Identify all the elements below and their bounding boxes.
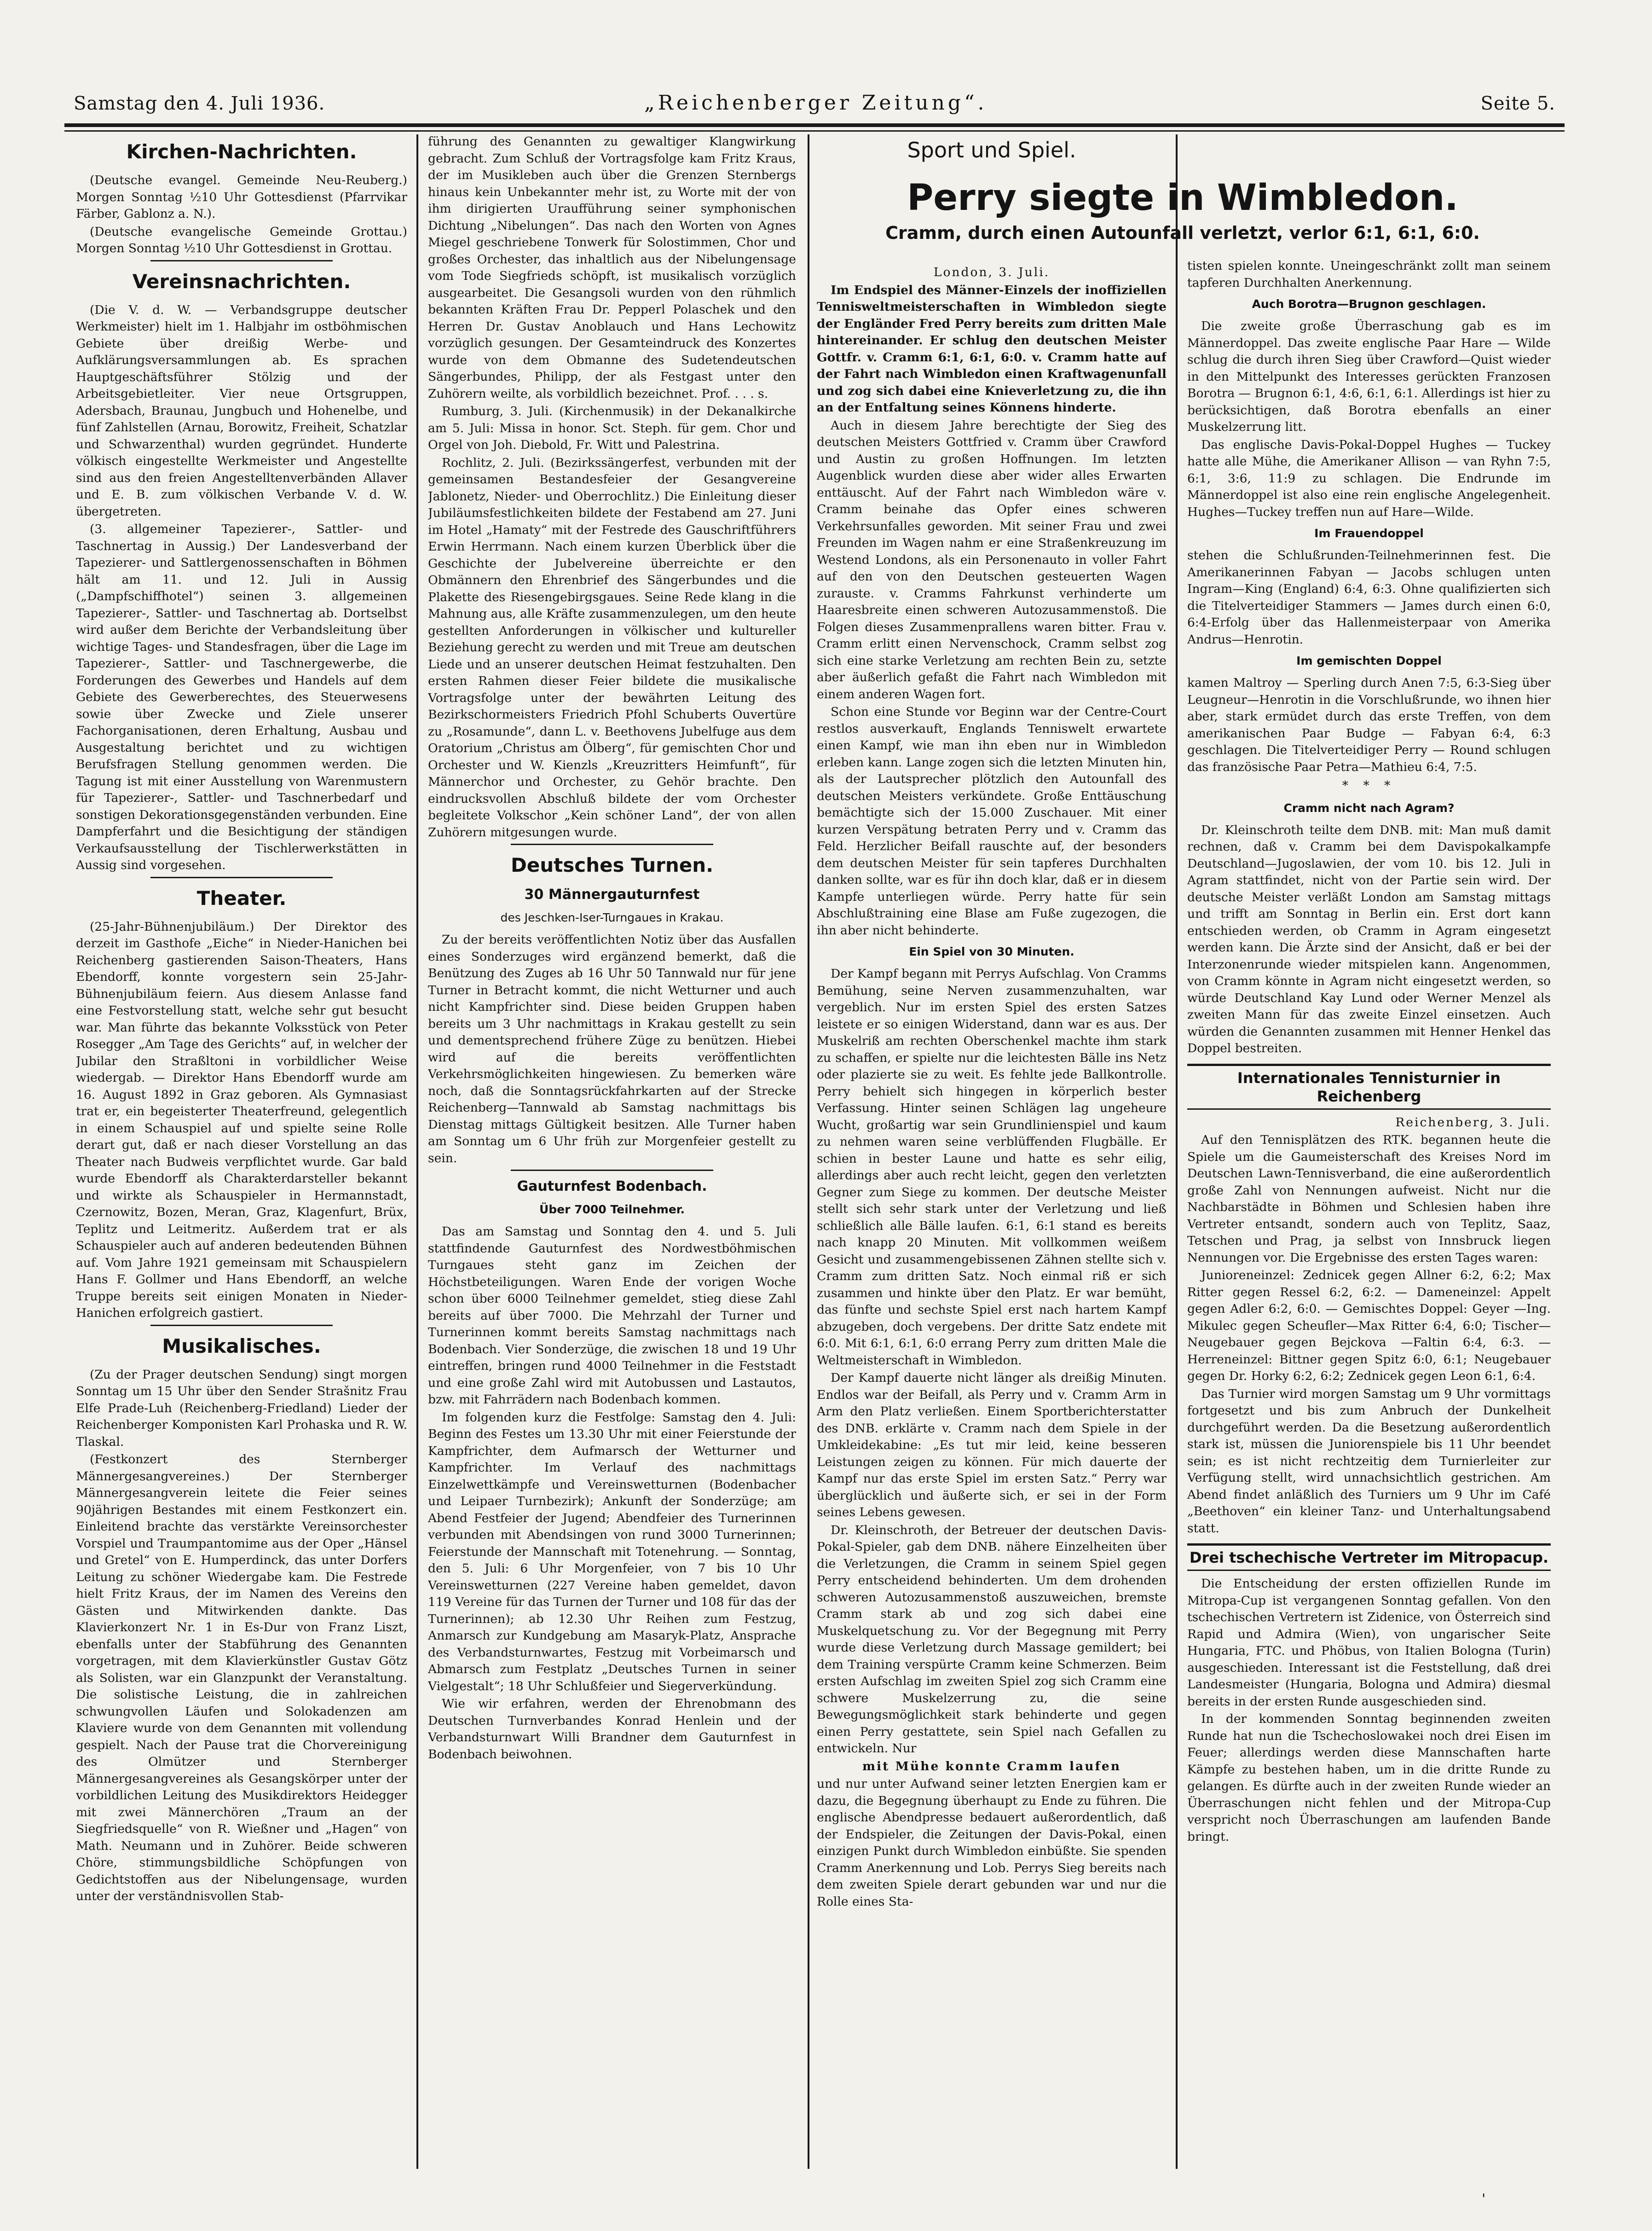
article-lead: Im Endspiel des Männer-Einzels der inoffiziellen Tennisweltmeisterschaften in Wimbledon siegte der Engländer Fred Perry bereits zum dritten Male hintereinander. Er schlug den deutschen Meister Gottfr. v. Cramm 6:1, 6:1, 6:0. v. Cramm hatte auf der Fahrt nach Wimbledon einen Kraftwagenunfall und zog sich dabei eine Knieverletzung zu, die ihn an der Entfaltung seines Könnens hinderte.: [817, 283, 1167, 415]
article-paragraph: (Die V. d. W. — Verbandsgruppe deutscher Werkmeister) hielt im 1. Halbjahr im ostböhmischen Gebiete über dreißig Werbe- und Aufklärungsversammlungen ab. Es sprachen Hauptgeschäftsführer Stölzig und der Arbeitsgebietleiter. Vier neue Ortsgruppen, Adersbach, Braunau, Jungbuch und Hohenelbe, und fünf Zahlstellen (Arnau, Borowitz, Freiheit, Schatzlar und Schwarzenthal) wurden gegründet. Hunderte völkisch eingestellte Werkmeister und Angestellte sind aus den freien Angestelltenverbänden Allaver und E. B. zum völkischen Verbande V. d. W. übergetreten.: [76, 302, 407, 519]
dateline: Reichenberg, 3. Juli.: [1395, 1115, 1551, 1130]
article-subtitle-gauturnfest: Über 7000 Teilnehmer.: [539, 1203, 685, 1216]
article-paragraph: kamen Maltroy — Sperling durch Anen 7:5, 6:3-Sieg über Leugneur—Henrotin in die Vorschlußrunde, wo ihnen hier aber, stark ermüdet durch das erste Treffen, von dem amerikanischen Paar Budge — Fabyan 6:4, 6:3 geschlagen. Die Titelverteidiger Perry — Round schlugen das französische Paar Petra—Mathieu 6:4, 7:5.: [1187, 676, 1551, 774]
article-paragraph: Das englische Davis-Pokal-Doppel Hughes — Tuckey hatte alle Mühe, die Amerikaner Allison — van Ryhn 7:5, 6:1, 3:6, 11:9 zu schlagen. Die Endrunde im Männerdoppel ist also eine rein englische Angelegenheit. Hughes—Tuckey treffen nun auf Hare—Wilde.: [1187, 437, 1551, 519]
column-4: [1187, 258, 1551, 2168]
section-title-verein: Vereinsnachrichten.: [132, 270, 351, 293]
article-paragraph: (3. allgemeiner Tapezierer-, Sattler- und Taschnertag in Aussig.) Der Landesverband der Tapezierer- und Sattlergenossenschaften in Böhmen hält am 11. und 12. Juli in Aussig („Dampfschiffhotel“) seinen 3. allgemeinen Tapezierer-, Sattler- und Taschnertag ab. Dortselbst wird außer dem Berichte der Verbandsleitung über wichtige Tages- und Standesfragen, über die Lage im Tapezierer-, Sattler- und Taschnergewerbe, die Forderungen des Gewerbes und Handels auf dem Gebiete des Gewerberechtes, des Steuerwesens sowie über Zwecke und Ziele unserer Fachorganisationen, deren Erhaltung, Ausbau und Ausgestaltung berichtet und zu wichtigen Berufsfragen Stellung genommen werden. Die Tagung ist mit einer Ausstellung von Warenmustern für Tapezierer-, Sattler- und Taschnerbedarf und sonstigen Dekorationsgegenständen verbunden. Eine Dampferfahrt und die Besichtigung der ständigen Verkaufsausstellung der Tischlerwerkstätten in Aussig sind vorgesehen.: [76, 522, 407, 872]
masthead: [74, 88, 1555, 124]
article-subhead: Im gemischten Doppel: [1296, 654, 1442, 667]
article-paragraph: stehen die Schlußrunden-Teilnehmerinnen fest. Die Amerikanerinnen Fabyan — Jacobs schlugen unten Ingram—King (England) 6:4, 6:3. Ohne qualifizierten sich die Titelverteidiger Stammers — James durch einen 6:0, 6:4-Erfolg über das Hallenmeisterpaar von Amerika Andrus—Henrotin.: [1187, 548, 1551, 647]
article-paragraph: Dr. Kleinschroth teilte dem DNB. mit: Man muß damit rechnen, daß v. Cramm bei dem Davispokalkampfe Deutschland—Jugoslawien, der vom 10. bis 12. Juli in Agram stattfindet, nicht von der Partie sein wird. Der deutsche Meister verläßt London am Samstag mittags und trifft am Sonntag in Berlin ein. Erst dort kann entschieden werden, ob Cramm in Agram eingesetzt werden kann. Die Ärzte sind der Ansicht, daß er bei der Interzonenrunde wieder mitspielen kann. Angenommen, von Cramm könnte in Agram nicht eingesetzt werden, so würde Deutschland Kay Lund oder Werner Menzel als zweiten Mann für das zweite Einzel einsetzen. Auch würden die Genannten zusammen mit Henner Henkel das Doppel bestreiten.: [1187, 823, 1551, 1055]
article-paragraph: Schon eine Stunde vor Beginn war der Centre-Court restlos ausverkauft, Englands Tenniswelt erwartete einen Kampf, wie man ihn eben nur in Wimbledon erleben kann. Lange zogen sich die letzten Minuten hin, als der Lautsprecher plötzlich den Autounfall des deutschen Meisters verkündete. Große Enttäuschung bemächtigte sich der 15.000 Zuschauer. Mit einer kurzen Verspätung betraten Perry und v. Cramm das Feld. Herzlicher Beifall rauschte auf, der besonders dem deutschen Meister für sein tapferes Durchhalten danken sollte, war es für ihn doch klar, daß er in diesem Kampfe unterliegen würde. Perry hatte für sein Abschlußtraining eine Blase am Fuße zugezogen, die ihn aber nicht behinderte.: [817, 705, 1167, 938]
article-subhead: Im Frauendoppel: [1314, 527, 1424, 540]
article-paragraph: Die Entscheidung der ersten offiziellen Runde im Mitropa-Cup ist vergangenen Sonntag gefallen. Von den tschechischen Vertretern ist Zidenice, von Österreich sind Rapid und Admira (Wien), von ungarischer Seite Hungaria, FTC. und Phöbus, von Italien Bologna (Turin) ausgeschieden. Interessant ist die Feststellung, daß drei Landesmeister (Hungaria, Bologna und Admira) diesmal bereits in der ersten Runde ausgeschieden sind.: [1187, 1576, 1551, 1709]
article-title-box: [1187, 1543, 1551, 1571]
newspaper-title: „Reichenberger Zeitung“.: [644, 91, 988, 115]
article-title-gauturnfest: Gauturnfest Bodenbach.: [517, 1178, 707, 1194]
article-paragraph: (25-Jahr-Bühnenjubiläum.) Der Direktor des derzeit im Gasthofe „Eiche“ in Nieder-Hanichen bei Reichenberg gastierenden Saison-Theaters, Hans Ebendorff, konnte vorgestern sein 25-Jahr-Bühnenjubiläum feiern. Aus diesem Anlasse fand eine Festvorstellung statt, welche sehr gut besucht war. Man führte das bekannte Volksstück von Peter Rosegger „Am Tage des Gerichts“ auf, in welcher der Jubilar den Straßltoni in vorbildlicher Weise wiedergab. — Direktor Hans Ebendorff wurde am 16. August 1892 in Graz geboren. Als Gymnasiast trat er, ein begeisterter Theaterfreund, gelegentlich in einem Schauspiel auf und spielte seine Rolle derart gut, daß er nach dieser Vorstellung an das Theater nach Budweis verpflichtet wurde. Gar bald wurde Ebendorff als Charakterdarsteller bekannt und wirkte als Schauspieler in Hermannstadt, Czernowitz, Bozen, Meran, Graz, Klagenfurt, Brüx, Teplitz und Leitmeritz. Außerdem trat er als Schauspieler auch auf anderen bedeutenden Bühnen auf. Vom Jahre 1921 gemeinsam mit Schauspielern Hans F. Gollmer und Hans Ebendorff, an welche Truppe bereits seit einigen Monaten in Nieder-Hanichen erfolgreich gastiert.: [76, 919, 407, 1320]
article-title-turnfest: 30 Männergauturnfest: [524, 887, 700, 903]
main-headline: Perry siegte in Wimbledon.: [907, 177, 1458, 219]
article-paragraph: In der kommenden Sonntag beginnenden zweiten Runde hat nun die Tschechoslowakei noch drei Eisen im Feuer; allerdings werden diese Mannschaften harte Kämpfe zu bestehen haben, um in die dritte Runde zu gelangen. Es dürfte auch in der zweiten Runde wieder an Überraschungen nicht fehlen und der Mitropa-Cup verspricht noch Überraschungen am laufenden Bande bringt.: [1187, 1712, 1551, 1844]
column-2: [428, 133, 796, 2168]
dateline: London, 3. Juli.: [933, 265, 1050, 279]
article-title-box: [1187, 1064, 1551, 1110]
article-paragraph: Auf den Tennisplätzen des RTK. begannen heute die Spiele um die Gaumeisterschaft des Kreises Nord im Deutschen Lawn-Tennisverband, die eine außerordentlich große Zahl von Nennungen aufweist. Nicht nur die Nachbarstädte in Böhmen und Schlesien haben ihre Vertreter entsandt, sondern auch von Teplitz, Saaz, Tetschen und Prag, ja selbst von Innsbruck liegen Nennungen vor. Die Ergebnisse des ersten Tages waren:: [1187, 1133, 1551, 1265]
article-paragraph: Die zweite große Überraschung gab es im Männerdoppel. Das zweite englische Paar Hare — Wilde schlug die durch ihren Sieg über Crawford—Quist wieder in den Mittelpunkt des Interesses gerückten Franzosen Borotra — Brugnon 6:1, 4:6, 6:1, 6:1. Allerdings ist hier zu berücksichtigen, daß Borotra ebenfalls an einer Muskelzerrung litt.: [1187, 319, 1551, 434]
article-paragraph: Das am Samstag und Sonntag den 4. und 5. Juli stattfindende Gauturnfest des Nordwestböhmischen Turngaues steht ganz im Zeichen der Höchstbeteiligungen. Waren Ende der vorigen Woche schon über 6000 Teilnehmer gemeldet, stieg diese Zahl bereits auf über 7000. Die Mehrzahl der Turner und Turnerinnen kommt bereits Samstag nachmittags nach Bodenbach. Vier Sonderzüge, die zwischen 18 und 19 Uhr eintreffen, bringen rund 4000 Teilnehmer in die Feststadt und eine große Zahl wird mit Autobussen und Lastautos, bzw. mit Fahrrädern nach Bodenbach kommen.: [428, 1224, 796, 1407]
print-mark: ': [1482, 2191, 1486, 2207]
article-paragraph: Rochlitz, 2. Juli. (Bezirkssängerfest, verbunden mit der gemeinsamen Bestandesfeier der Gesangvereine Jablonetz, Nieder- und Oberrochlitz.) Die Einleitung dieser Jubiläumsfestlichkeiten bildete der Festabend am 27. Juni im Hotel „Hamaty“ mit der Festrede des Gauschriftführers Erwin Herrmann. Nach einem kurzen Überblick über die Geschichte der Jubelvereine überreichte er den Obmännern den Ehrenbrief des Sängerbundes und die Plakette des Riesengebirgsgaues. Seine Rede klang in die Mahnung aus, alle Kräfte zusammenzulegen, um den heute gestellten Anforderungen in völkischer und kultureller Beziehung gerecht zu werden und mit Treue am deutschen Liede und an unserer deutschen Heimat festzuhalten. Den ersten Rahmen dieser Feier bildete die musikalische Vortragsfolge unter der bewährten Leitung des Bezirkschormeisters Friedrich Pfohl Schuberts Ouvertüre zu „Rosamunde“, dann L. v. Beethovens Jubelfuge aus dem Oratorium „Christus am Ölberg“, für gemischten Chor und Orchester und W. Kienzls „Kreuzritters Heimfunft“, für Männerchor und Orchester, zu Gehör brachte. Den eindrucksvollen Abschluß bildete der vom Orchester begleitete Volkschor „Kein schöner Land“, der von allen Zuhörern mitgesungen wurde.: [428, 455, 796, 840]
masthead-rule-thin: [64, 130, 1565, 132]
separator-stars: * * *: [1342, 778, 1396, 793]
article-paragraph: Der Kampf begann mit Perrys Aufschlag. Von Cramms Bemühung, seine Nerven zusammenzuhalten, war vergeblich. Nur im ersten Spiel des ersten Satzes leistete er so einigen Widerstand, dann war es aus. Der Muskelriß am rechten Oberschenkel machte ihm stark zu schaffen, er spielte nur die leichtesten Bälle ins Netz oder plazierte sie zu weit. Es fehlte jede Ballkontrolle. Perry behielt sich hingegen in körperlich bester Verfassung. Hinter seinen Schlägen lag ungeheure Wucht, großartig war sein Grundlinienspiel und kaum zu nehmen waren seine verblüffenden Flugbälle. Er schien in bester Laune und hatte es sehr eilig, allerdings aber auch recht leicht, gegen den verletzten Gegner zum Siege zu kommen. Der deutsche Meister stellt sich sehr stark unter der Verletzung und ließ schließlich alle Bälle laufen. 6:1, 6:1 stand es bereits nach knapp 20 Minuten. Mit vollkommen weißem Gesicht und zusammengebissenen Zähnen stellte sich v. Cramm zum dritten Satz. Noch einmal riß er sich zusammen und hinkte über den Platz. Er war bemüht, das fünfte und sechste Spiel erst nach hartem Kampf abzugeben, doch vergebens. Der dritte Satz endete mit 6:0. Mit 6:1, 6:1, 6:0 errang Perry zum dritten Male die Weltmeisterschaft in Wimbledon.: [817, 967, 1167, 1368]
article-paragraph: Rumburg, 3. Juli. (Kirchenmusik) in der Dekanalkirche am 5. Juli: Missa in honor. Sct. Steph. für gem. Chor und Orgel von Joh. Diebold, Fr. Witt und Palestrina.: [428, 404, 796, 452]
article-paragraph: Wie wir erfahren, werden der Ehrenobmann des Deutschen Turnverbandes Konrad Henlein und der Verbandsturnwart Willi Brandner dem Gauturnfest in Bodenbach beiwohnen.: [428, 1697, 796, 1762]
article-paragraph: Junioreneinzel: Zednicek gegen Allner 6:2, 6:2; Max Ritter gegen Ressel 6:2, 6:2. — Dameneinzel: Appelt gegen Adler 6:2, 6:0. — Gemischtes Doppel: Geyer —Ing. Mikulec gegen Scheufler—Max Ritter 6:4, 6:0; Tischer—Neugebauer gegen Bejckova —Faltin 6:4, 6:3. — Herreneinzel: Bittner gegen Spitz 6:0, 6:1; Neugebauer gegen Dr. Horky 6:2, 6:2; Zednicek gegen Leon 6:1, 6:4.: [1187, 1268, 1551, 1383]
article-paragraph: Auch in diesem Jahre berechtigte der Sieg des deutschen Meisters Gottfried v. Cramm über Crawford und Austin zu großen Hoffnungen. Im letzten Augenblick wurden diese aber wider alles Erwarten enttäuscht. Auf der Fahrt nach Wimbledon wäre v. Cramm beinahe das Opfer eines schweren Verkehrsunfalles geworden. Mit seiner Frau und zwei Freunden im Wagen nahm er eine Straßenkreuzung im Westend Londons, als ein Personenauto in voller Fahrt auf den von den Deutschen gesteuerten Wagen zurauste. v. Cramms Fahrkunst verhinderte um Haaresbreite einen schweren Autozusammenstoß. Die Folgen dieses Zusammenprallens waren bitter. Frau v. Cramm erlitt einen Nervenschock, Cramm selbst zog sich eine starke Verletzung am rechten Bein zu, setzte aber äußerlich gefaßt die Fahrt nach Wimbledon mit einem anderen Wagen fort.: [817, 418, 1167, 701]
main-subheadline: Cramm, durch einen Autounfall verletzt, verlor 6:1, 6:1, 6:0.: [885, 223, 1480, 243]
section-divider: [150, 877, 333, 878]
section-title-kirchen: Kirchen-Nachrichten.: [126, 140, 357, 163]
column-divider: [1176, 134, 1178, 2169]
section-title-turnen: Deutsches Turnen.: [510, 854, 714, 876]
article-paragraph: (Deutsche evangel. Gemeinde Neu-Reuberg.) Morgen Sonntag ½10 Uhr Gottesdienst (Pfarrvikar Färber, Gablonz a. N.).: [76, 173, 407, 221]
column-divider: [416, 134, 418, 2169]
article-paragraph: Zu der bereits veröffentlichten Notiz über das Ausfallen eines Sonderzuges wird ergänzend bemerkt, daß die Benützung des Zuges ab 16 Uhr 50 Tannwald nur für jene Turner in Betracht kommt, die nicht Wetturner und auch nicht Kampfrichter sind. Diese beiden Gruppen haben bereits um 3 Uhr nachmittags in Krakau gestellt zu sein und dementsprechend frühere Züge zu benützen. Hiebei wird auf die bereits veröffentlichten Verkehrsmöglichkeiten hingewiesen. Zu bemerken wäre noch, daß die Sonntagsrückfahrkarten auf der Strecke Reichenberg—Tannwald ab Samstag nachmittags bis Dienstag mittags Gültigkeit besitzen. Alle Turner haben am Sonntag um 6 Uhr früh zur Morgenfeier gestellt zu sein.: [428, 933, 796, 1165]
column-1: [76, 133, 407, 2168]
article-subtitle-turnfest: des Jeschken-Iser-Turngaues in Krakau.: [500, 911, 724, 924]
section-divider: [150, 1325, 333, 1326]
article-subhead: Auch Borotra—Brugnon geschlagen.: [1252, 297, 1486, 311]
article-paragraph: Das Turnier wird morgen Samstag um 9 Uhr vormittags fortgesetzt und bis zum Anbruch der Dunkelheit durchgeführt werden. Da die Besetzung außerordentlich stark ist, müssen die Juniorenspiele bis 11 Uhr beendet sein; es ist nicht rechtzeitig dem Turnierleiter zur Verfügung stellt, wird unnachsichtlich gestrichen. Am Abend findet anläßlich des Turniers um 9 Uhr im Café „Beethoven“ ein kleiner Tanz- und Unterhaltungsabend statt.: [1187, 1386, 1551, 1536]
column-3: [817, 133, 1167, 2168]
article-paragraph: tisten spielen konnte. Uneingeschränkt zollt man seinem tapferen Durchhalten Anerkennung.: [1187, 259, 1551, 290]
article-paragraph: (Zu der Prager deutschen Sendung) singt morgen Sonntag um 15 Uhr über den Sender Strašnitz Frau Elfe Prade-Luh (Reichenberg-Friedland) Lieder der Reichenberger Komponisten Karl Prohaska und R. W. Tlaskal.: [76, 1367, 407, 1449]
section-title-theater: Theater.: [196, 887, 287, 910]
article-title-tennisturnier: Internationales Tennisturnier in Reichenberg: [1237, 1069, 1501, 1105]
issue-date: Samstag den 4. Juli 1936.: [74, 93, 325, 114]
article-paragraph: und nur unter Aufwand seiner letzten Energien kam er dazu, die Begegnung überhaupt zu Ende zu führen. Die englische Abendpresse bedauert außerordentlich, daß der Endspieler, die Zeitungen der Davis-Pokal, einen einzigen Punkt durch Wimbledon einbüßte. Sie spenden Cramm Anerkennung und Lob. Perrys Sieg bereits nach dem zweiten Spiele derart gebunden war und nur die Rolle eines Sta-: [817, 1777, 1167, 1909]
column-divider: [808, 134, 809, 2169]
article-subhead: Ein Spiel von 30 Minuten.: [909, 945, 1074, 958]
article-paragraph: (Deutsche evangelische Gemeinde Grottau.) Morgen Sonntag ½10 Uhr Gottesdienst in Grottau.: [76, 224, 407, 255]
section-divider: [511, 844, 713, 845]
masthead-rule-thick: [64, 123, 1565, 127]
article-subhead-inline: mit Mühe konnte Cramm laufen: [862, 1759, 1121, 1773]
page-number: Seite 5.: [1480, 93, 1555, 114]
article-subhead: Cramm nicht nach Agram?: [1283, 801, 1455, 815]
section-divider: [511, 1170, 713, 1171]
article-paragraph: führung des Genannten zu gewaltiger Klangwirkung gebracht. Zum Schluß der Vortragsfolge kam Fritz Kraus, der im Musikleben auch über die Grenzen Sternbergs hinaus kein Unbekannter mehr ist, zu Worte mit der von ihm dirigierten Uraufführung seiner symphonischen Dichtung „Nibelungen“. Das nach den Worten von Agnes Miegel geschriebene Tonwerk für Solostimmen, Chor und großes Orchester, das inhaltlich aus der Nibelungensage vom Tode Siegfrieds schöpft, ist musikalisch vorzüglich ausgearbeitet. Die Gesangsoli wurden von den rühmlich bekannten Kräften Frau Dr. Pepperl Polaschek und den Herren Dr. Gustav Anoblauch und Hans Lechowitz vorzüglich gesungen. Der Gesamteindruck des Konzertes wurde von dem Obmanne des Sudetendeutschen Sängerbundes, Philipp, der als Festgast unter den Zuhörern weilte, als vorbildlich bezeichnet. Prof. . . . s.: [428, 134, 796, 401]
article-paragraph: Im folgenden kurz die Festfolge: Samstag den 4. Juli: Beginn des Festes um 13.30 Uhr mit einer Feierstunde der Kampfrichter, dem Aufmarsch der Wetturner und Kampfrichter. Im Verlauf des nachmittags Einzelwettkämpfe und Vereinswetturnen (Bodenbacher und Leipaer Turnbezirk); Ankunft der Sonderzüge; am Abend Festfeier der Jugend; Abendfeier des Turnerinnen verbunden mit Abendsingen von rund 3000 Turnerinnen; Feierstunde der Mannschaft mit Totenehrung. — Sonntag, den 5. Juli: 6 Uhr Morgenfeier, von 7 bis 10 Uhr Vereinswetturnen (227 Vereine haben gemeldet, davon 119 Vereine für das Turnen der Turner und 108 für das der Turnerinnen); ab 12.30 Uhr Reihen zum Festzug, Anmarsch zur Kundgebung am Masaryk-Platz, Ansprache des Verbandsturnwartes, Festzug mit Vorbeimarsch und Abmarsch zum Festplatz „Deutsches Turnen in seiner Vielgestalt“; 18 Uhr Schlußfeier und Siegerverkündung.: [428, 1410, 796, 1693]
article-paragraph: (Festkonzert des Sternberger Männergesangvereines.) Der Sternberger Männergesangverein leitete die Feier seines 90jährigen Bestandes mit einem Festkonzert ein. Einleitend brachte das verstärkte Vereinsorchester Vorspiel und Traumpantomime aus der Oper „Hänsel und Gretel“ von E. Humperdinck, das unter Dorfers Leitung zu schöner Wiedergabe kam. Die Festrede hielt Fritz Kraus, der im Namen des Vereins den Gästen und Mitwirkenden dankte. Das Klavierkonzert Nr. 1 in Es-Dur von Franz Liszt, ebenfalls unter der Stabführung des Genannten vorgetragen, mit dem Klavierkünstler Gustav Götz als Solisten, war ein Glanzpunkt der Veranstaltung. Die solistische Leistung, die in zahlreichen schwungvollen Läufen und Solokadenzen am Klaviere wurde von dem Genannten mit vollendung gespielt. Nach der Pause trat die Chorvereinigung des Olmützer und Sternberger Männergesangvereines als Gesangskörper unter der vorbildlichen Leitung des Musikdirektors Heidegger mit zwei Männerchören „Traum an der Siegfriedsquelle“ von R. Wießner und „Hagen“ von Math. Neumann und in Zuhörer. Beide schweren Chöre, stimmungsbildliche Schöpfungen von Gedichtstoffen aus der Nibelungensage, wurden unter der verständnisvollen Stab-: [76, 1452, 407, 1903]
article-paragraph: Der Kampf dauerte nicht länger als dreißig Minuten. Endlos war der Beifall, als Perry und v. Cramm Arm in Arm den Platz verließen. Einem Sportberichterstatter des DNB. erklärte v. Cramm nach dem Spiele in der Umkleidekabine: „Es tut mir leid, keine besseren Leistungen zeigen zu können. Für mich dauerte der Kampf nur das erste Spiel im ersten Satz.“ Perry war überglücklich und äußerte sich, er sei in der Form seines Lebens gewesen.: [817, 1371, 1167, 1519]
section-divider: [150, 260, 333, 261]
section-title-sport: Sport und Spiel.: [907, 138, 1076, 162]
article-paragraph: Dr. Kleinschroth, der Betreuer der deutschen Davis-Pokal-Spieler, gab dem DNB. nähere Einzelheiten über die Verletzungen, die Cramm in seinem Spiel gegen Perry entscheidend behinderten. Um dem drohenden schweren Autozusammenstoß auszuweichen, bremste Cramm stark ab und zog sich dabei eine Muskelquetschung zu. Vor der Begegnung mit Perry wurde diese Verletzung durch Massage gemildert; bei dem Training verspürte Cramm keine Schmerzen. Beim ersten Aufschlag im zweiten Spiel zog sich Cramm eine schwere Muskelzerrung zu, die seine Bewegungsmöglichkeit stark behinderte und gegen einen Perry gestattete, sein Spiel nach Gefallen zu entwickeln. Nur: [817, 1523, 1167, 1756]
article-title-mitropacup: Drei tschechische Vertreter im Mitropacup.: [1189, 1549, 1549, 1566]
section-title-musik: Musikalisches.: [162, 1334, 321, 1357]
